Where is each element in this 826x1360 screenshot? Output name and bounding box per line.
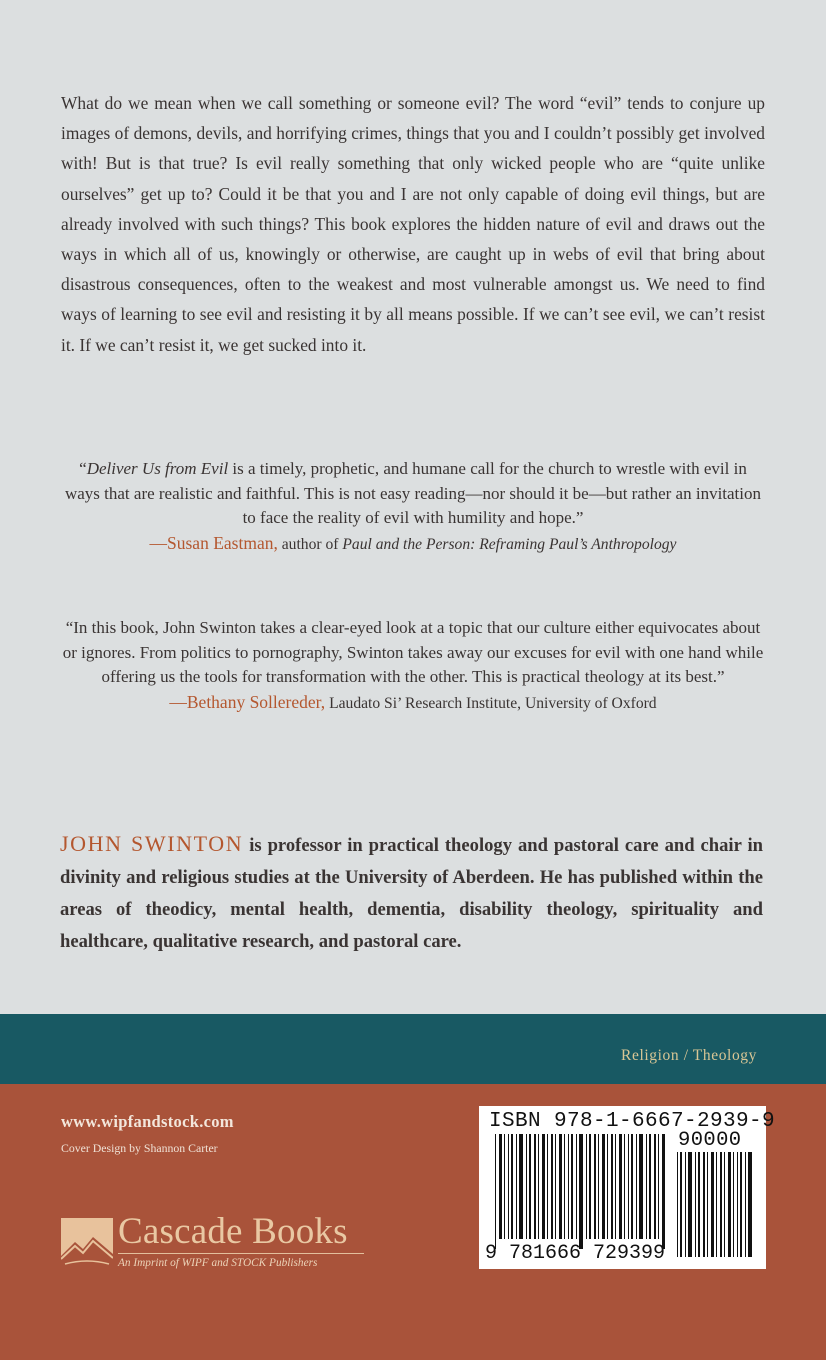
endorser-name: —Susan Eastman, <box>149 532 278 553</box>
publisher-name: Cascade Books <box>118 1211 348 1252</box>
cover-design-credit: Cover Design by Shannon Carter <box>61 1141 218 1155</box>
endorser-affiliation: Laudato Si’ Research Institute, University of Oxford <box>325 694 657 712</box>
isbn-barcode <box>479 1106 776 1269</box>
isbn-label: ISBN 978-1-6667-2939-9 <box>489 1110 776 1133</box>
endorsement-eastman <box>60 457 766 557</box>
publisher-tagline: An Imprint of WIPF and STOCK Publishers <box>118 1257 318 1269</box>
author-name: JOHN SWINTON <box>60 831 244 856</box>
endorsement-attribution <box>60 690 766 717</box>
ean-bars <box>495 1134 665 1249</box>
category-label: Religion / Theology <box>621 1047 757 1064</box>
endorsement-open-quote: “ <box>79 459 87 478</box>
price-addon-label: 90000 <box>678 1129 742 1152</box>
mountain-logo-icon <box>61 1218 113 1268</box>
author-bio <box>60 828 763 958</box>
endorsement-sollereder <box>60 616 766 716</box>
endorsement-book-title: Deliver Us from Evil <box>86 459 229 478</box>
publisher-website: www.wipfandstock.com <box>61 1112 234 1131</box>
author-bio-text: is professor in practical theology and pastoral care and chair in divinity and religious studies at the University of Aberdeen. He has published within the areas of theodicy, mental health, dementia, disability theology, spirituality and healthcare, qualitative research, and pastoral care. <box>60 835 763 952</box>
endorsement-text: “In this book, John Swinton takes a clear-eyed look at a topic that our culture either equivocates about or ignores. From politics to pornography, Swinton takes away our excuses for evil with one hand while offering us the tools for transformation with the other. This is practical theology at its best.” <box>62 618 764 687</box>
book-description: What do we mean when we call something or someone evil? The word “evil” tends to conjure up images of demons, devils, and horrifying crimes, things that you and I couldn’t possibly get involved with! But is that true? Is evil really something that only wicked people who are “quite unlike ourselves” get up to? Could it be that you and I are not only capable of doing evil things, but are already involved with such things? This book explores the hidden nature of evil and draws out the ways in which all of us, knowingly or otherwise, are caught up in webs of evil that bring about disastrous consequences, often to the weakest and most vulnerable amongst us. We need to find ways of learning to see evil and resisting it by all means possible. If we can’t see evil, we can’t resist it. If we can’t resist it, we get sucked into it. <box>61 93 765 355</box>
endorser-name: —Bethany Sollereder, <box>169 691 326 712</box>
barcode-digits: 9 781666 729399 <box>485 1242 666 1265</box>
endorser-affiliation-prefix: author of <box>277 535 343 553</box>
publisher-rule <box>118 1253 364 1254</box>
addon-bars <box>677 1152 755 1267</box>
endorser-affiliation-title: Paul and the Person: Reframing Paul’s Anthropology <box>342 535 677 553</box>
endorsement-text: is a timely, prophetic, and humane call for the church to wrestle with evil in ways that are realistic and faithful. This is not easy reading—nor should it be—but rather an invitation to face the reality of evil with humility and hope.” <box>64 459 762 528</box>
endorsement-attribution <box>60 531 766 558</box>
